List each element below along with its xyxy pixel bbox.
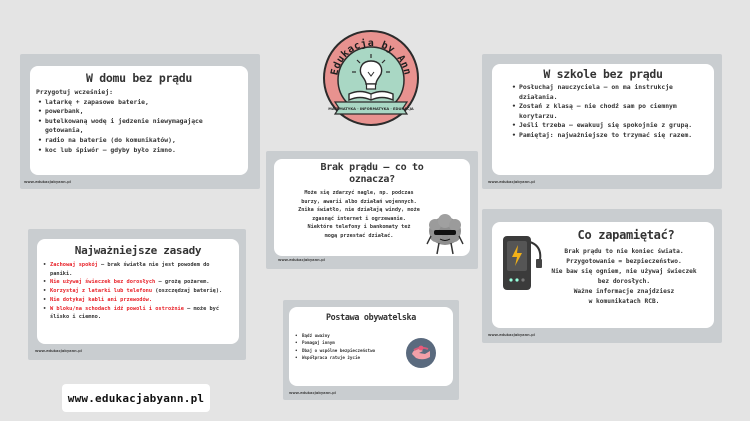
body-line: bez dorosłych. <box>597 278 651 285</box>
slide-home-title: W domu bez prądu <box>86 71 192 85</box>
slide-school-card <box>492 64 714 175</box>
body-line: Niektóre telefony i bankomaty też <box>307 224 411 231</box>
slide-meaning-title <box>274 162 470 186</box>
slide-remember-title: Co zapamiętać? <box>577 228 675 242</box>
slide-remember-card <box>492 222 714 328</box>
slide-meaning-title-line1: Brak prądu – co to <box>320 162 424 173</box>
list-item: • Bądź uważny <box>293 332 393 339</box>
list-item: • Posłuchaj nauczyciela – on ma instrukcje działania. <box>510 83 704 102</box>
list-item <box>41 278 231 287</box>
slide-meaning-card <box>274 159 470 256</box>
svg-text:Edukacja by Ann: Edukacja by Ann <box>329 38 413 77</box>
slide-footer-url: www.edukacjabyann.pl <box>24 180 71 184</box>
list-item <box>41 296 231 305</box>
body-line: burzy, awarii albo działań wojennych. <box>301 198 417 205</box>
slide-rules-title: Najważniejsze zasady <box>74 244 202 257</box>
list-item: • Pomagaj innym <box>293 339 393 346</box>
rule-text: – brak światła nie jest powodem do paniki. <box>50 262 210 277</box>
body-line: zgasnąć internet i ogrzewanie. <box>312 215 406 222</box>
rule-text: – grożą pożarem. <box>155 279 210 286</box>
slide-rules-list <box>41 261 231 322</box>
slide-meaning[interactable] <box>266 151 478 269</box>
slide-rules-card <box>37 239 239 344</box>
slide-footer-url: www.edukacjabyann.pl <box>35 349 82 353</box>
brain-character-icon <box>426 214 464 256</box>
rule-highlight: Nie używaj świeczek bez dorosłych <box>50 279 156 286</box>
logo-ribbon-text: MATEMATYKA · INFORMATYKA · EDUKACJA <box>328 107 414 111</box>
body-line: Może się zdarzyć nagle, np. podczas <box>304 190 414 196</box>
power-bank-icon <box>500 234 544 294</box>
body-line: Ważne informacje znajdziesz <box>573 288 675 295</box>
body-line: Przygotowanie = bezpieczeństwo. <box>566 258 682 265</box>
list-item: • radio na baterie (do komunikatów), <box>36 136 240 146</box>
list-item <box>41 287 231 296</box>
list-item <box>41 305 231 322</box>
edukacja-logo <box>321 28 421 128</box>
body-line: Brak prądu to nie koniec świata. <box>564 248 684 255</box>
helping-hands-icon <box>405 337 437 369</box>
body-line: mogą przestać działać. <box>324 232 394 239</box>
list-item: • Dbaj o wspólne bezpieczeństwo <box>293 347 393 354</box>
slide-home-intro: Przygotuj wcześniej: <box>36 88 113 96</box>
slide-footer-url: www.edukacjabyann.pl <box>488 333 535 337</box>
slide-school-list <box>510 83 704 141</box>
slide-school-title: W szkole bez prądu <box>543 67 663 81</box>
slide-rules[interactable] <box>28 229 246 360</box>
slide-remember[interactable] <box>482 209 722 343</box>
list-item <box>41 261 231 278</box>
slide-footer-url: www.edukacjabyann.pl <box>278 258 325 262</box>
list-item: • Jeśli trzeba – ewakuuj się spokojnie z grupą. <box>510 121 704 131</box>
list-item: • koc lub śpiwór – gdyby było zimno. <box>36 146 240 156</box>
slide-home-card <box>30 66 248 175</box>
website-link-button[interactable]: www.edukacjabyann.pl <box>62 384 210 412</box>
list-item: • Pamiętaj: najważniejsze to trzymać się razem. <box>510 131 704 141</box>
slide-footer-url: www.edukacjabyann.pl <box>488 180 535 184</box>
body-line: w komunikatach RCB. <box>588 298 660 305</box>
slide-home[interactable] <box>20 54 260 189</box>
list-item: • Zostań z klasą – nie chodź sam po ciemnym korytarzu. <box>510 102 704 121</box>
slide-civic-title: Postawa obywatelska <box>325 312 417 322</box>
rule-highlight: Nie dotykaj kabli ani przewodów. <box>50 296 153 303</box>
slide-home-body <box>30 85 248 155</box>
slide-civic-card <box>289 307 453 386</box>
list-item: • Współpraca ratuje życie <box>293 354 393 361</box>
rule-highlight: Zachowaj spokój <box>50 262 98 268</box>
slide-footer-url: www.edukacjabyann.pl <box>289 391 336 395</box>
rule-text: (oszczędzaj baterię). <box>152 288 223 295</box>
body-line: Nie baw się ogniem, nie używaj świeczek <box>551 268 697 275</box>
list-item: • latarkę + zapasowe baterie, <box>36 98 240 108</box>
slide-civic[interactable] <box>283 300 459 400</box>
body-line: Znika światło, nie działają windy, może <box>298 207 420 214</box>
slide-home-list <box>36 98 240 156</box>
slide-school[interactable] <box>482 54 722 189</box>
list-item: • powerbank, <box>36 107 240 117</box>
slide-civic-list <box>293 332 393 362</box>
rule-text: – może być ślisko i ciemno. <box>50 305 220 321</box>
rule-highlight: W bloku/na schodach idź powoli i ostrożnie <box>50 305 184 312</box>
slide-meaning-title-line2: oznacza? <box>349 174 395 185</box>
list-item: • butelkowaną wodę i jedzenie niewymagające gotowania, <box>36 117 240 136</box>
rule-highlight: Korzystaj z latarki lub telefonu <box>50 288 153 295</box>
